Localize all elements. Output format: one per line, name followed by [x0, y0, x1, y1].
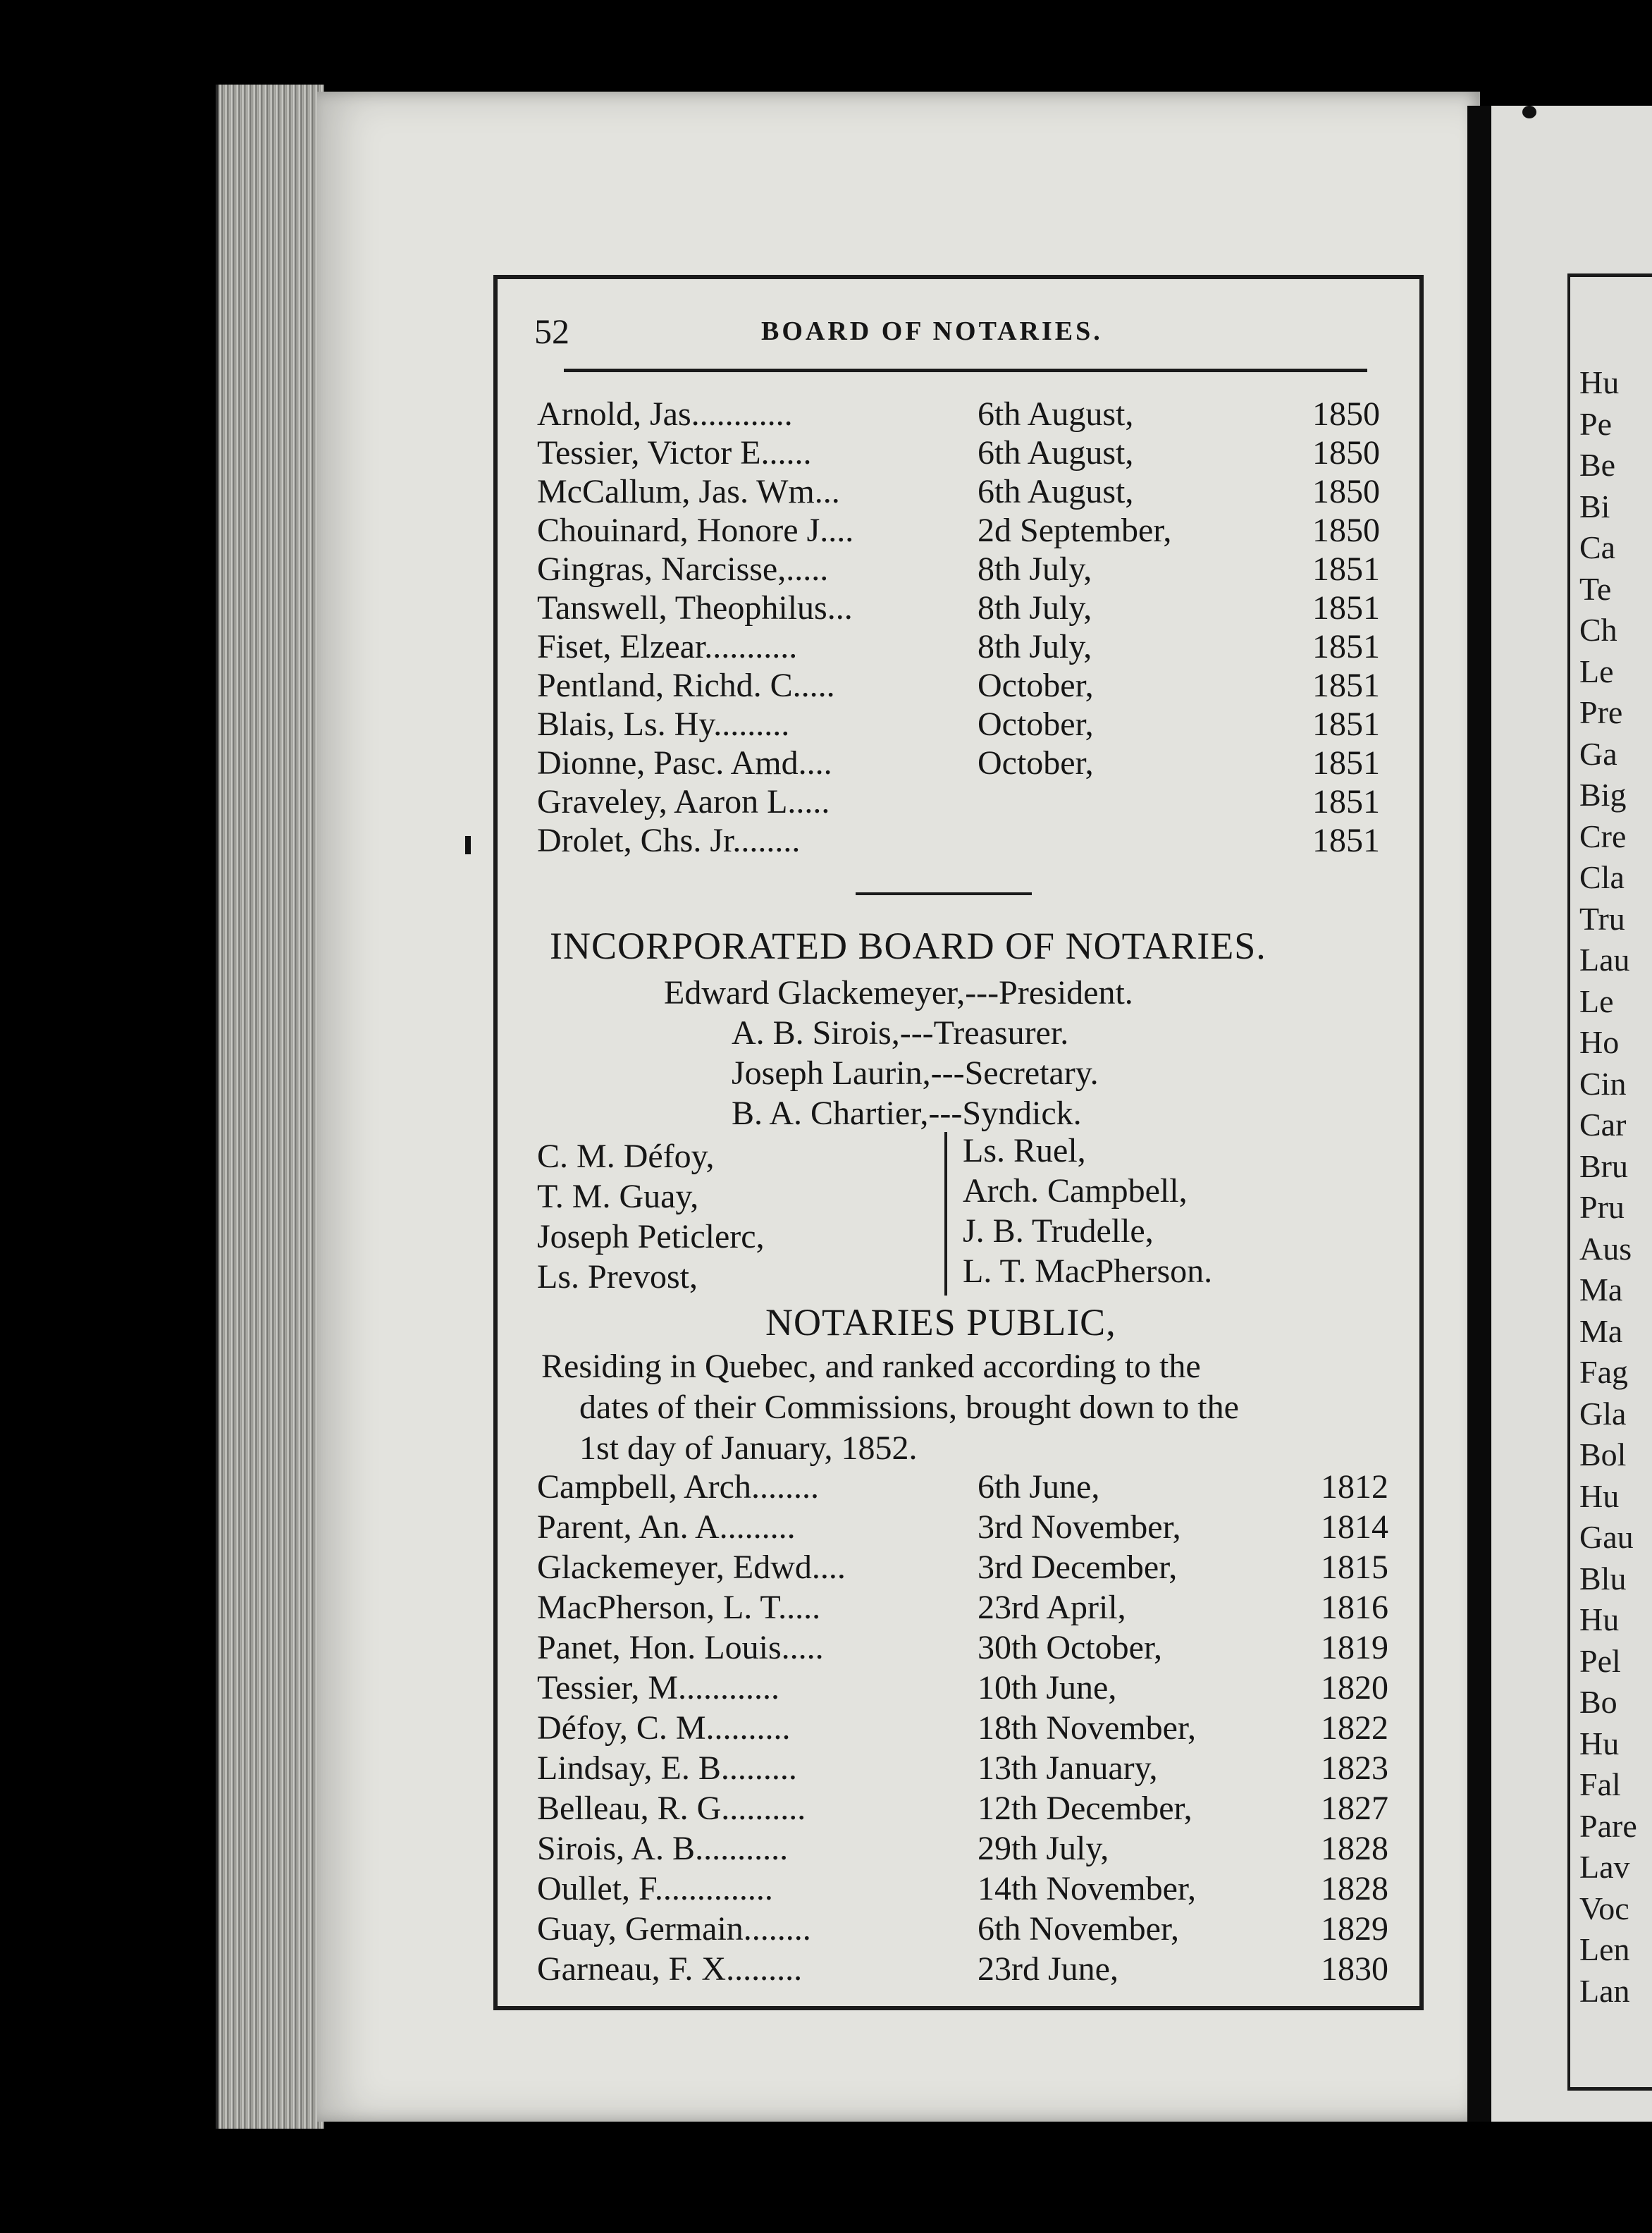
- running-head: BOARD OF NOTARIES.: [761, 316, 1103, 346]
- facing-page-fragment: Car: [1579, 1107, 1627, 1143]
- notary-name: Défoy, C. M..........: [537, 1709, 791, 1747]
- notary-row: [537, 589, 1404, 628]
- facing-page-fragment: Gau: [1579, 1519, 1634, 1555]
- notary-row: [537, 821, 1404, 861]
- facing-page: [1491, 106, 1652, 2122]
- notary-row: [537, 666, 1404, 706]
- member-right: J. B. Trudelle,: [963, 1212, 1154, 1250]
- commission-date: 14th November,: [978, 1870, 1197, 1907]
- facing-page-fragment: Ma: [1579, 1312, 1623, 1349]
- intro-line: 1st day of January, 1852.: [579, 1429, 918, 1467]
- commission-date: October,: [978, 744, 1094, 782]
- notary-name: Lindsay, E. B.........: [537, 1749, 797, 1787]
- notary-row: [537, 1468, 1404, 1507]
- notary-row: [537, 1668, 1404, 1708]
- commission-year: 1830: [1321, 1950, 1388, 1988]
- notary-row: [537, 1909, 1404, 1949]
- notary-name: Blais, Ls. Hy.........: [537, 706, 790, 743]
- notary-row: [537, 472, 1404, 512]
- intro-line: Residing in Quebec, and ranked according to the: [541, 1348, 1201, 1385]
- commission-year: 1823: [1321, 1749, 1388, 1787]
- facing-page-fragment: Hu: [1579, 364, 1620, 400]
- notary-name: Drolet, Chs. Jr........: [537, 822, 801, 859]
- commission-year: 1851: [1312, 783, 1380, 820]
- head-rule: [564, 369, 1367, 372]
- column-divider: [944, 1132, 947, 1296]
- notary-name: Pentland, Richd. C.....: [537, 667, 835, 704]
- notary-name: Tessier, Victor E......: [537, 434, 812, 472]
- notary-row: [537, 433, 1404, 473]
- facing-page-fragment: Pre: [1579, 694, 1623, 730]
- notary-name: Fiset, Elzear...........: [537, 628, 798, 665]
- facing-page-fragment: Hu: [1579, 1725, 1620, 1761]
- facing-page-fragment: Cre: [1579, 818, 1627, 854]
- notary-name: Arnold, Jas............: [537, 395, 793, 433]
- commission-date: 3rd December,: [978, 1549, 1178, 1586]
- notary-row: [537, 1709, 1404, 1748]
- commission-date: 13th January,: [978, 1749, 1158, 1787]
- commission-date: 29th July,: [978, 1830, 1109, 1867]
- facing-page-fragment: Tru: [1579, 900, 1625, 937]
- commission-year: 1814: [1321, 1508, 1388, 1546]
- commission-date: 6th November,: [978, 1910, 1180, 1948]
- facing-page-fragment: Lan: [1579, 1972, 1630, 2009]
- notary-name: Tanswell, Theophilus...: [537, 589, 853, 627]
- notary-name: Chouinard, Honore J....: [537, 512, 854, 549]
- commission-year: 1850: [1312, 395, 1380, 433]
- commission-year: 1815: [1321, 1549, 1388, 1586]
- notary-row: [537, 627, 1404, 667]
- intro-line: dates of their Commissions, brought down to the: [579, 1389, 1239, 1426]
- notary-row: [537, 1749, 1404, 1788]
- commission-year: 1820: [1321, 1669, 1388, 1706]
- commission-date: 8th July,: [978, 589, 1092, 627]
- notary-row: [537, 1548, 1404, 1587]
- commission-date: 6th August,: [978, 473, 1134, 510]
- facing-page-fragment: Ho: [1579, 1024, 1620, 1060]
- facing-page-fragment: Bol: [1579, 1437, 1627, 1472]
- member-right: Arch. Campbell,: [963, 1172, 1188, 1210]
- commission-date: 6th June,: [978, 1468, 1100, 1506]
- commission-date: October,: [978, 706, 1094, 743]
- facing-page-fragment: Blu: [1579, 1560, 1627, 1597]
- commission-year: 1812: [1321, 1468, 1388, 1506]
- commission-year: 1851: [1312, 628, 1380, 665]
- page-number: 52: [534, 312, 569, 351]
- officer-syndick: B. A. Chartier,---Syndick.: [732, 1095, 1082, 1132]
- notary-row: [537, 1508, 1404, 1547]
- officer-treasurer: A. B. Sirois,---Treasurer.: [732, 1014, 1069, 1052]
- facing-page-fragment: Fag: [1579, 1354, 1628, 1390]
- member-right: L. T. MacPherson.: [963, 1253, 1213, 1290]
- facing-page-fragment: Lau: [1579, 942, 1630, 978]
- notary-name: Campbell, Arch........: [537, 1468, 819, 1506]
- commission-date: October,: [978, 667, 1094, 704]
- facing-page-fragment: Cla: [1579, 859, 1625, 895]
- notary-row: [537, 1829, 1404, 1869]
- notary-name: Oullet, F..............: [537, 1870, 773, 1907]
- facing-page-fragment: Ca: [1579, 529, 1616, 565]
- commission-year: 1851: [1312, 706, 1380, 743]
- facing-page-fragment: Be: [1579, 447, 1616, 483]
- facing-page-fragment: Big: [1579, 777, 1627, 813]
- book-gutter: [1467, 106, 1493, 2122]
- commission-year: 1828: [1321, 1830, 1388, 1867]
- commission-year: 1828: [1321, 1870, 1388, 1907]
- commission-date: 23rd April,: [978, 1589, 1126, 1626]
- notary-row: [537, 1588, 1404, 1628]
- commission-year: 1827: [1321, 1790, 1388, 1827]
- notary-name: Gingras, Narcisse,.....: [537, 550, 829, 588]
- notary-row: [537, 395, 1404, 434]
- notary-row: [537, 550, 1404, 589]
- notary-row: [537, 511, 1404, 550]
- facing-page-fragment: Pel: [1579, 1642, 1621, 1679]
- facing-page-fragment: Pru: [1579, 1189, 1625, 1225]
- incorporated-heading: INCORPORATED BOARD OF NOTARIES.: [550, 925, 1266, 967]
- commission-date: 12th December,: [978, 1790, 1192, 1827]
- notary-name: Parent, An. A.........: [537, 1508, 796, 1546]
- commission-year: 1850: [1312, 473, 1380, 510]
- member-left: C. M. Défoy,: [537, 1138, 715, 1175]
- commission-date: 30th October,: [978, 1629, 1163, 1666]
- notary-name: MacPherson, L. T.....: [537, 1589, 821, 1626]
- commission-date: 6th August,: [978, 434, 1134, 472]
- commission-date: 10th June,: [978, 1669, 1117, 1706]
- facing-page-fragment: Ma: [1579, 1272, 1623, 1308]
- facing-page-fragment: Ch: [1579, 612, 1617, 648]
- notary-name: Guay, Germain........: [537, 1910, 811, 1948]
- facing-page-fragment: Bi: [1579, 488, 1610, 524]
- notary-name: Belleau, R. G..........: [537, 1790, 806, 1827]
- commission-date: 8th July,: [978, 550, 1092, 588]
- facing-page-fragment: Gla: [1579, 1395, 1627, 1432]
- notary-name: Garneau, F. X.........: [537, 1950, 803, 1988]
- facing-page-fragment: Aus: [1579, 1230, 1632, 1267]
- commission-year: 1829: [1321, 1910, 1388, 1948]
- commission-year: 1851: [1312, 822, 1380, 859]
- facing-page-fragment: Bo: [1579, 1684, 1617, 1720]
- commission-date: 8th July,: [978, 628, 1092, 665]
- notary-row: [537, 1628, 1404, 1668]
- facing-page-fragment: Lav: [1579, 1849, 1630, 1885]
- notary-name: Glackemeyer, Edwd....: [537, 1549, 846, 1586]
- notary-row: [537, 705, 1404, 744]
- commission-year: 1850: [1312, 434, 1380, 472]
- commission-year: 1851: [1312, 550, 1380, 588]
- facing-page-fragment: Pe: [1579, 405, 1612, 442]
- commission-year: 1851: [1312, 744, 1380, 782]
- facing-page-fragment: Ga: [1579, 735, 1617, 772]
- notary-name: Tessier, M............: [537, 1669, 780, 1706]
- member-right: Ls. Ruel,: [963, 1132, 1086, 1169]
- facing-page-fragment: Len: [1579, 1931, 1630, 1967]
- commission-year: 1822: [1321, 1709, 1388, 1747]
- facing-page-fragment: Hu: [1579, 1601, 1620, 1637]
- notary-name: Panet, Hon. Louis.....: [537, 1629, 824, 1666]
- officer-president: Edward Glackemeyer,---President.: [664, 974, 1133, 1011]
- commission-date: 6th August,: [978, 395, 1134, 433]
- officer-secretary: Joseph Laurin,---Secretary.: [732, 1054, 1099, 1092]
- notary-name: Graveley, Aaron L.....: [537, 783, 830, 820]
- facing-page-fragment: Cin: [1579, 1065, 1627, 1102]
- facing-page-fragment: Te: [1579, 570, 1612, 607]
- notary-name: Dionne, Pasc. Amd....: [537, 744, 832, 782]
- notary-name: McCallum, Jas. Wm...: [537, 473, 840, 510]
- facing-page-fragment: Bru: [1579, 1148, 1628, 1184]
- commission-year: 1851: [1312, 667, 1380, 704]
- facing-page-fragment: Le: [1579, 983, 1614, 1019]
- commission-date: 23rd June,: [978, 1950, 1118, 1988]
- facing-page-fragment: Fal: [1579, 1766, 1621, 1802]
- margin-speck: [465, 836, 471, 854]
- facing-page-fragment: Pare: [1579, 1807, 1637, 1844]
- notary-row: [537, 1950, 1404, 1989]
- commission-year: 1850: [1312, 512, 1380, 549]
- notary-row: [537, 1869, 1404, 1909]
- notary-name: Sirois, A. B...........: [537, 1830, 789, 1867]
- book-page-edges: [216, 85, 324, 2129]
- commission-year: 1851: [1312, 589, 1380, 627]
- commission-date: 2d September,: [978, 512, 1172, 549]
- commission-date: 18th November,: [978, 1709, 1197, 1747]
- member-left: Ls. Prevost,: [537, 1258, 698, 1296]
- member-left: Joseph Peticlerc,: [537, 1218, 765, 1255]
- margin-speck: [1522, 106, 1536, 118]
- section-rule: [856, 892, 1032, 895]
- commission-date: 3rd November,: [978, 1508, 1181, 1546]
- notary-row: [537, 782, 1404, 822]
- notary-row: [537, 1789, 1404, 1828]
- facing-page-fragment: Voc: [1579, 1890, 1629, 1926]
- member-left: T. M. Guay,: [537, 1178, 699, 1215]
- facing-page-fragment: Hu: [1579, 1477, 1620, 1514]
- notaries-public-heading: NOTARIES PUBLIC,: [765, 1301, 1116, 1343]
- facing-page-fragment: Le: [1579, 653, 1614, 689]
- commission-year: 1816: [1321, 1589, 1388, 1626]
- notary-row: [537, 744, 1404, 783]
- commission-year: 1819: [1321, 1629, 1388, 1666]
